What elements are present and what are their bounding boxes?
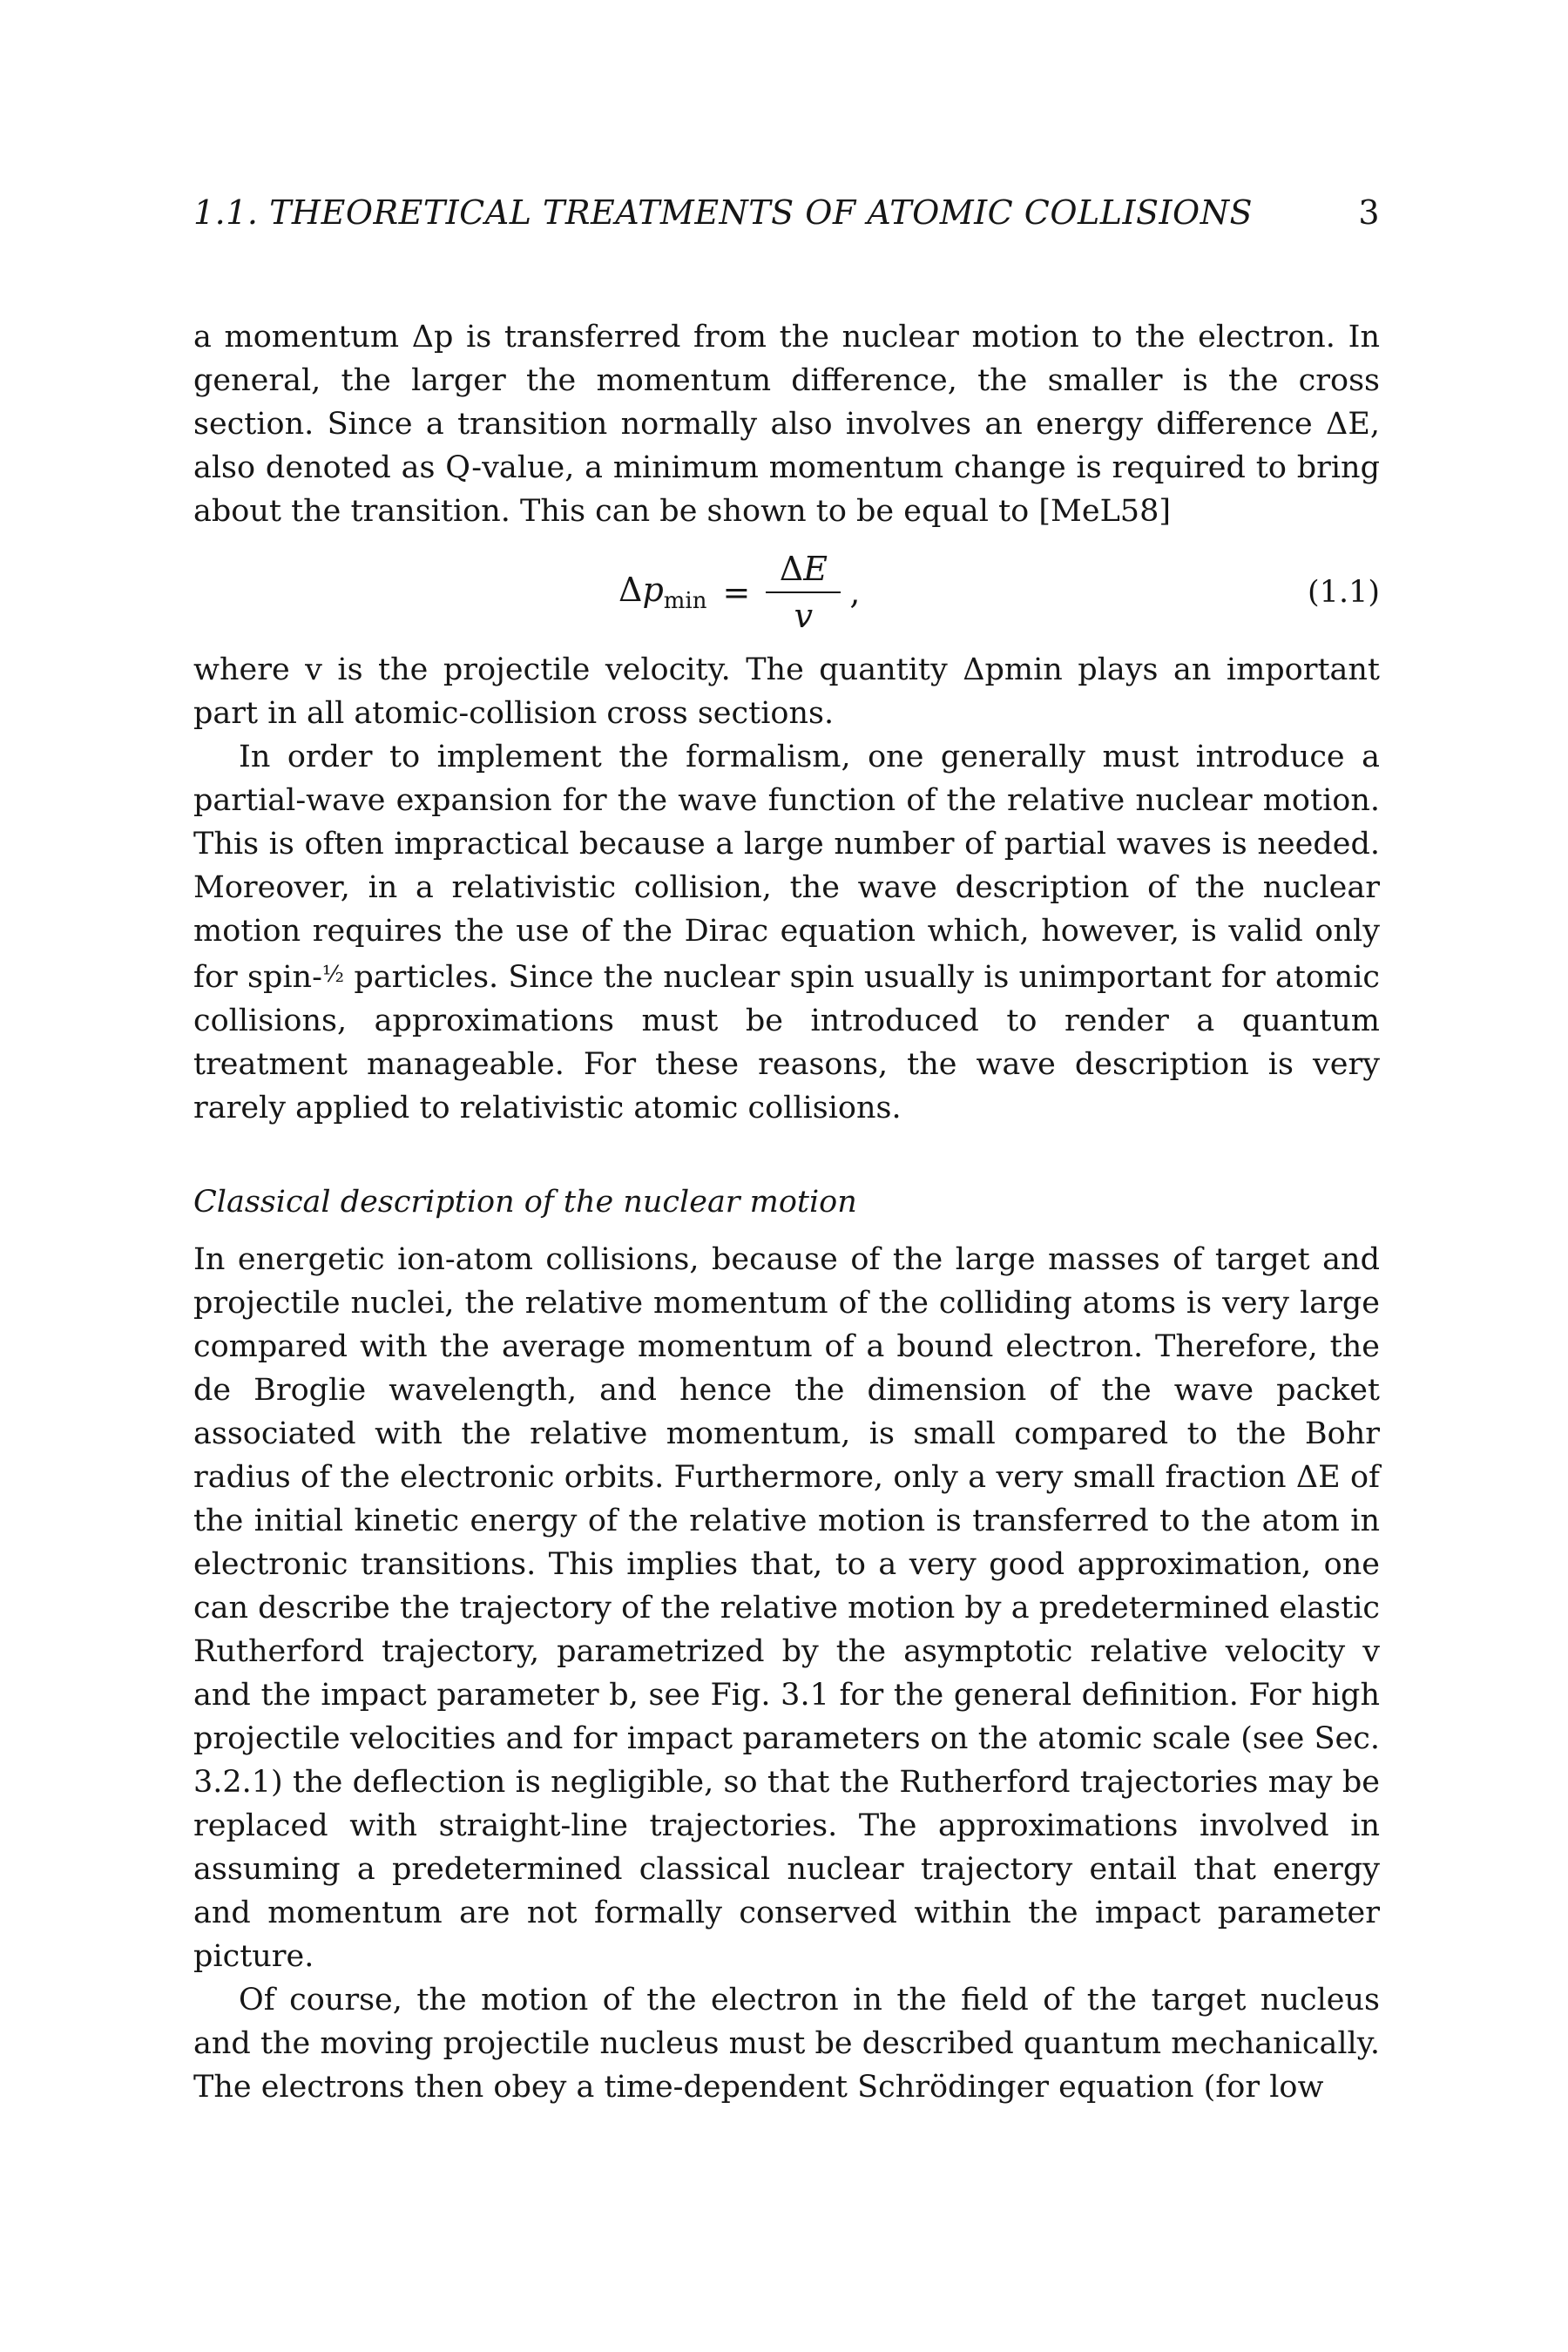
equation-number: (1.1): [1308, 575, 1380, 610]
equation-lhs-sub: min: [663, 588, 707, 614]
spin-half-fraction: ½: [321, 962, 345, 988]
paragraph-partial-wave-text-2: particles. Since the nuclear spin usually is unimportant for atomic collisions, approximations must be introduced to render a quantum treatment manageable. For these reasons, the wave description is very rarely applied to relativistic atomic collisions.: [193, 960, 1380, 1125]
equation-fraction: [766, 550, 841, 635]
paragraph-momentum-transfer: a momentum Δp is transferred from the nuclear motion to the electron. In general, the larger the momentum difference, the smaller is the cross section. Since a transition normally also involves an energy difference ΔE, also denoted as Q-value, a minimum momentum change is required to bring about the transition. This can be shown to be equal to [MeL58]: [193, 320, 1380, 529]
equation-numerator-var: E: [803, 550, 828, 588]
equation-lhs: [618, 571, 707, 614]
paragraph-classical-description: In energetic ion-atom collisions, because of the large masses of target and projectile nuclei, the relative momentum of the colliding atoms is very large compared with the average momentum of a bound electron. Therefore, the de Broglie wavelength, and hence the dimension of the wave packet associated with the relative momentum, is small compared to the Bohr radius of the electronic orbits. Furthermore, only a very small fraction ΔE of the initial kinetic energy of the relative motion is transferred to the atom in electronic transitions. This implies that, to a very good approximation, one can describe the trajectory of the relative motion by a predetermined elastic Rutherford trajectory, parametrized by the asymptotic relative velocity v and the impact parameter b, see Fig. 3.1 for the general definition. For high projectile velocities and for impact parameters on the atomic scale (see Sec. 3.2.1) the deflection is negligible, so that the Rutherford trajectories may be replaced with straight-line trajectories. The approximations involved in assuming a predetermined classical nuclear trajectory entail that energy and momentum are not formally conserved within the impact parameter picture.: [193, 1242, 1380, 1974]
equation-equals: =: [722, 573, 751, 612]
paragraph-partial-wave-text-1: In order to implement the formalism, one generally must introduce a partial-wave expansion for the wave function of the relative nuclear motion. This is often impractical because a large number of partial waves is needed. Moreover, in a relativistic collision, the wave description of the nuclear motion requires the use of the Dirac equation which, however, is valid only for spin-: [193, 740, 1380, 995]
delta-symbol: Δ: [618, 571, 643, 609]
paragraph-projectile-velocity: where v is the projectile velocity. The quantity Δpmin plays an important part in all atomic-collision cross sections.: [193, 652, 1380, 731]
paragraph-quantum-electron: Of course, the motion of the electron in the field of the target nucleus and the moving projectile nucleus must be described quantum mechanically. The electrons then obey a time-dependent Schrödinger equation (for low: [193, 1983, 1380, 2105]
equation-comma: ,: [849, 573, 861, 612]
delta-symbol-numerator: Δ: [779, 550, 804, 588]
equation-numerator: [773, 550, 835, 591]
equation-lhs-var: p: [642, 571, 664, 609]
running-head: [193, 193, 1380, 246]
page: [193, 193, 1380, 2109]
equation-denominator: v: [766, 591, 841, 635]
equation-body: [618, 537, 860, 648]
paragraph-partial-wave: [193, 735, 1380, 1130]
section-heading: Classical description of the nuclear motion: [193, 1185, 857, 1220]
equation-1-1: [193, 537, 1380, 648]
page-number: 3: [1358, 193, 1380, 232]
running-head-title: 1.1. THEORETICAL TREATMENTS OF ATOMIC COLLISIONS: [193, 193, 1253, 232]
